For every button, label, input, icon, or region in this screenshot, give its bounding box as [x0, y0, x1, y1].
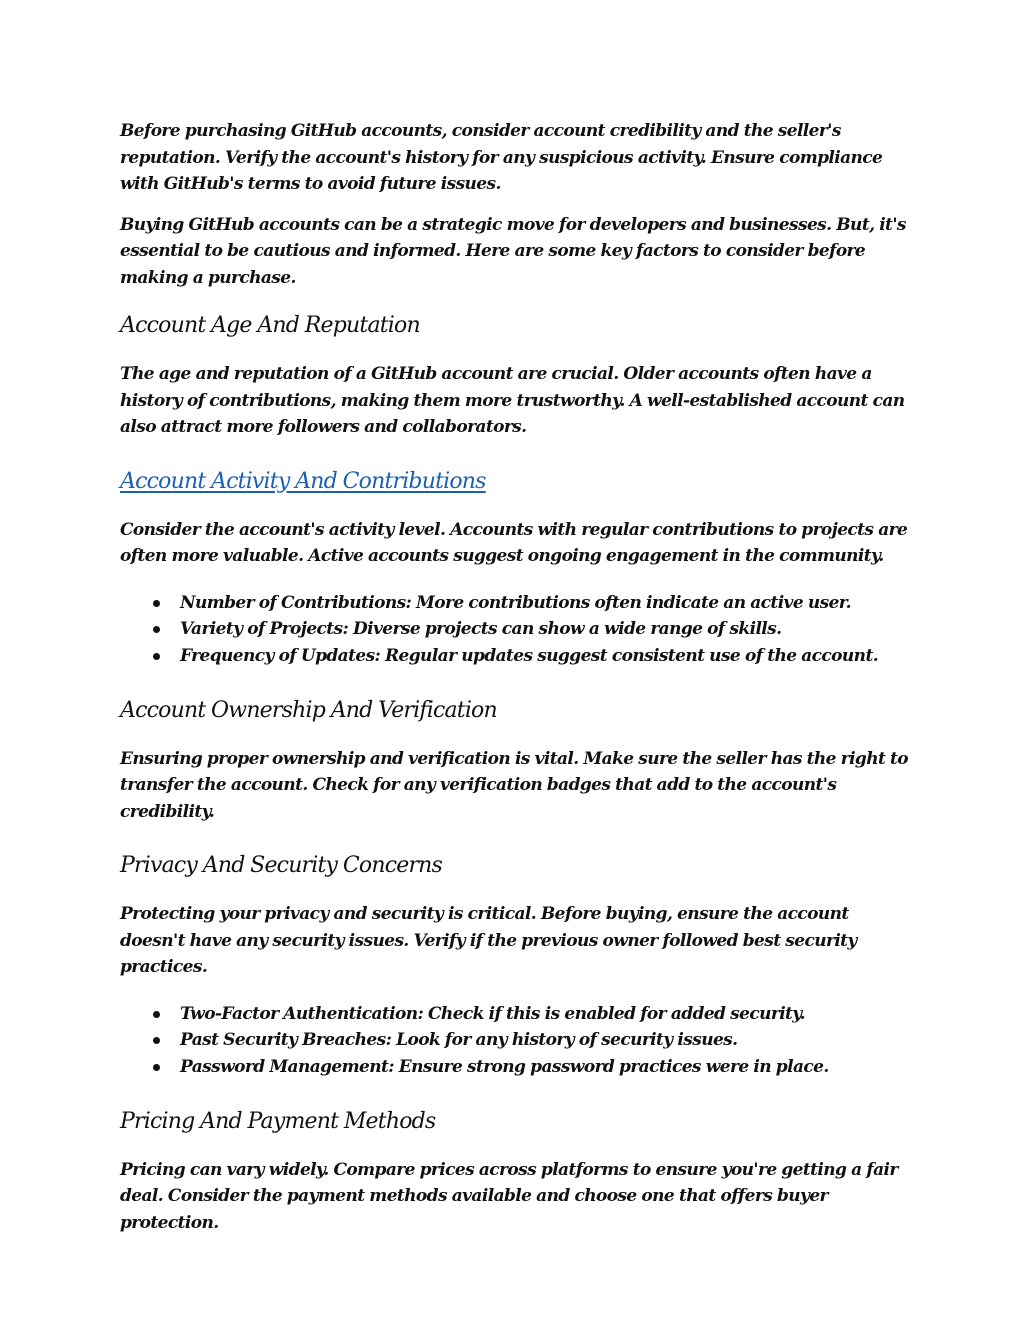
list-item [120, 1027, 910, 1054]
heading-pricing-payment: Pricing And Payment Methods [120, 1108, 436, 1134]
document-page [120, 118, 910, 1250]
list-item-text: Two-Factor Authentication: Check if this is enabled for added security. [180, 1003, 805, 1024]
paragraph-pricing-payment: Pricing can vary widely. Compare prices across platforms to ensure you're getting a fair deal. Consider the payment methods available and choose one that offers buyer protection. [120, 1159, 898, 1233]
list-item [120, 643, 910, 670]
paragraph-account-age: The age and reputation of a GitHub account are crucial. Older accounts often have a history of contributions, making them more trustworthy. A well-established account can also attract more followers and collaborators. [120, 364, 905, 437]
list-item-text: Password Management: Ensure strong password practices were in place. [180, 1057, 829, 1078]
paragraph-privacy-security: Protecting your privacy and security is critical. Before buying, ensure the account doesn't have any security issues. Verify if the previous owner followed best security practices. [120, 904, 857, 978]
paragraph-account-activity: Consider the account's activity level. Accounts with regular contributions to projects are often more valuable. Active accounts suggest ongoing engagement in the community. [120, 519, 908, 566]
security-bullet-list [120, 1001, 910, 1081]
heading-account-ownership: Account Ownership And Verification [120, 697, 497, 723]
heading-account-age: Account Age And Reputation [120, 313, 420, 338]
list-item-text: Number of Contributions: More contributions often indicate an active user. [180, 592, 851, 613]
list-item [120, 1054, 910, 1081]
bullet-icon [153, 1064, 160, 1071]
intro-paragraph-2: Buying GitHub accounts can be a strategic move for developers and businesses. But, it's essential to be cautious and informed. Here are some key factors to consider before making a purchase. [120, 214, 906, 288]
bullet-icon [153, 600, 160, 607]
intro-paragraph-1: Before purchasing GitHub accounts, consider account credibility and the seller's reputation. Verify the account's history for any suspicious activity. Ensure compliance with GitHub's terms to avoid future issues. [120, 121, 883, 194]
list-item-text: Variety of Projects: Diverse projects can show a wide range of skills. [180, 619, 782, 640]
list-item [120, 1001, 910, 1028]
list-item [120, 590, 910, 617]
list-item-text: Frequency of Updates: Regular updates suggest consistent use of the account. [180, 645, 879, 666]
activity-bullet-list [120, 590, 910, 670]
heading-account-activity [120, 467, 910, 497]
list-item-text: Past Security Breaches: Look for any history of security issues. [180, 1030, 738, 1051]
paragraph-account-ownership: Ensuring proper ownership and verification is vital. Make sure the seller has the right to transfer the account. Check for any verification badges that add to the account's credibility. [120, 748, 909, 822]
bullet-icon [153, 653, 160, 660]
bullet-icon [153, 1037, 160, 1044]
bullet-icon [153, 1011, 160, 1018]
list-item [120, 616, 910, 643]
heading-privacy-security: Privacy And Security Concerns [120, 853, 443, 879]
account-activity-link[interactable]: Account Activity And Contributions [120, 468, 486, 494]
bullet-icon [153, 626, 160, 633]
